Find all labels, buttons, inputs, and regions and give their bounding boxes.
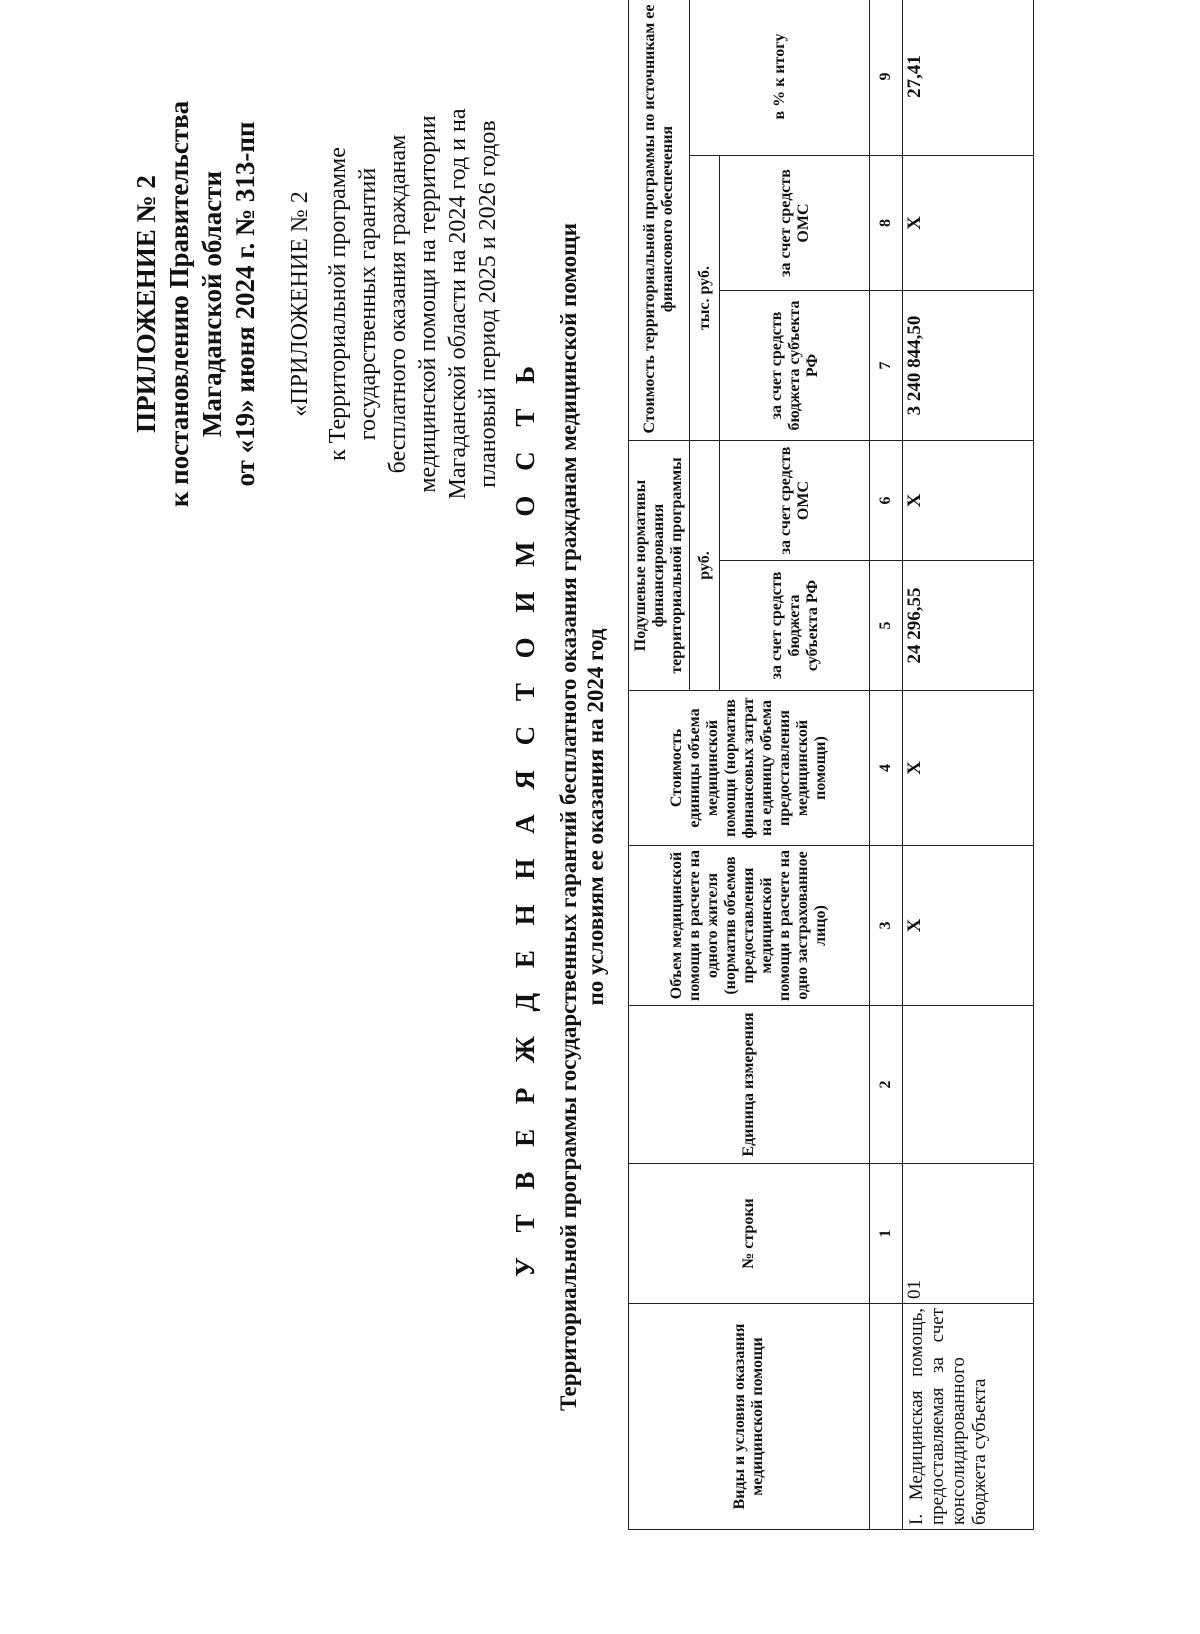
approved-cost-heading: У Т В Е Р Ж Д Е Н Н А Я С Т О И М О С Т Ь (510, 357, 540, 1277)
cost-table (628, 0, 1034, 1530)
row-per-capita-oms: Х (903, 441, 1034, 561)
header-per-capita-oms: за счет средств ОМС (720, 441, 870, 561)
sub-appendix-line-6: плановый период 2025 и 2026 годов (475, 120, 501, 488)
column-number: 1 (870, 1164, 903, 1304)
appendix-line-1: ПРИЛОЖЕНИЕ № 2 (131, 175, 161, 433)
appendix-line-4: от «19» июня 2024 г. № 313-пп (230, 121, 260, 487)
column-number: 2 (870, 1006, 903, 1164)
sub-appendix-line-4: медицинской помощи на территории (415, 115, 441, 493)
sub-appendix-title: «ПРИЛОЖЕНИЕ № 2 (287, 191, 313, 417)
header-per-capita-group (629, 441, 690, 691)
column-number: 7 (870, 291, 903, 441)
appendix-header (130, 24, 262, 584)
header-percent-total: в % к итогу (690, 0, 870, 156)
document-title-line-2: по условиям ее оказания на 2024 год (583, 628, 608, 1006)
row-number: 01 (903, 1164, 1034, 1304)
row-volume: Х (903, 846, 1034, 1006)
row-unit-cost: Х (903, 691, 1034, 846)
sub-appendix-line-2: государственных гарантий (355, 167, 381, 441)
document-title (555, 0, 609, 1634)
header-unit: Единица измерения (629, 1006, 870, 1164)
row-cost-budget: 3 240 844,50 (903, 291, 1034, 441)
row-kind-conditions: I. Медицинская помощь, предоставляемая за счет консолидированного бюджета субъекта (903, 1304, 1034, 1530)
sub-appendix-line-5: Магаданской области на 2024 год и на (445, 108, 471, 500)
header-unit-thousand-rub: тыс. руб. (690, 156, 720, 441)
header-cost-budget: за счет средств бюджета субъекта РФ (720, 291, 870, 441)
header-unit-cost: Стоимость единицы объема медицинской помощи (норматив финансовых затрат на единицу объема предоставления медицинской помощи) (629, 691, 870, 846)
row-cost-oms: Х (903, 156, 1034, 291)
header-per-capita-title: Подушевые нормативы финансирования территориальной программы (632, 457, 685, 674)
column-number (870, 1304, 903, 1530)
table-row (903, 0, 1034, 1530)
header-kind-conditions: Виды и условия оказания медицинской помощи (629, 1304, 870, 1530)
column-number: 6 (870, 441, 903, 561)
row-per-capita-budget: 24 296,55 (903, 561, 1034, 691)
column-number: 3 (870, 846, 903, 1006)
header-cost-group: Стоимость территориальной программы по источникам ее финансового обеспечения (629, 0, 690, 441)
header-per-capita-budget: за счет средств бюджета субъекта РФ (720, 561, 870, 691)
document-title-line-1: Территориальной программы государственных гарантий бесплатного оказания гражданам медицинской помощи (556, 223, 581, 1411)
row-unit (903, 1006, 1034, 1164)
column-number: 5 (870, 561, 903, 691)
column-number: 8 (870, 156, 903, 291)
column-numbers-row (870, 0, 903, 1530)
column-number: 9 (870, 0, 903, 156)
row-percent: 27,41 (903, 0, 1034, 156)
sub-appendix-header (285, 74, 503, 534)
header-unit-rub: руб. (690, 441, 720, 691)
header-cost-oms: за счет средств ОМС (720, 156, 870, 291)
header-volume: Объем медицинской помощи в расчете на одного жителя (норматив объемов предоставления медицинской помощи в расчете на одно застрахованное лицо) (629, 846, 870, 1006)
column-number: 4 (870, 691, 903, 846)
appendix-line-2: к постановлению Правительства (164, 100, 194, 508)
sub-appendix-line-3: бесплатного оказания гражданам (385, 134, 411, 474)
header-row-number: № строки (629, 1164, 870, 1304)
appendix-line-3: Магаданской области (197, 170, 227, 438)
sub-appendix-line-1: к Территориальной программе (325, 147, 351, 461)
